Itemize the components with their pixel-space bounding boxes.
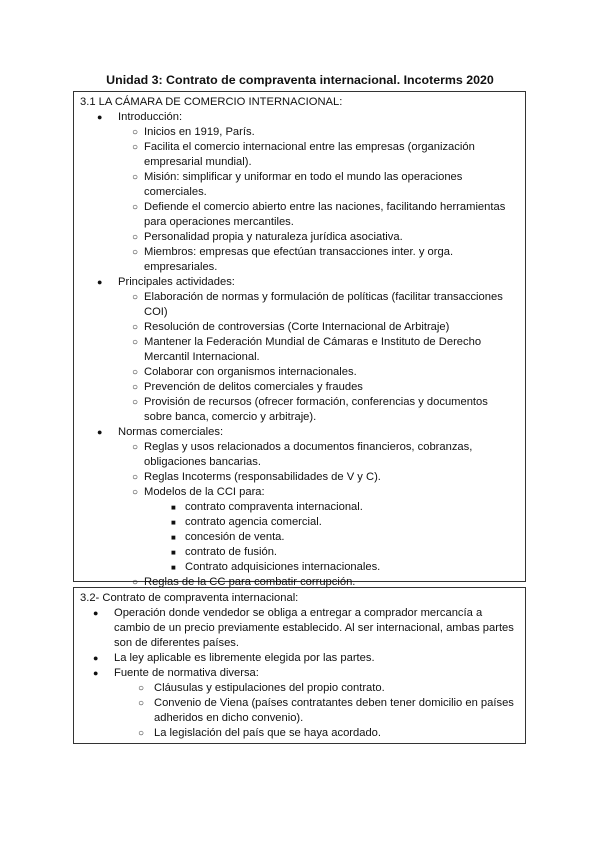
list-item-text: Inicios en 1919, París.: [144, 126, 255, 138]
list-item: [80, 500, 517, 515]
list-item-text: Reglas de la CC para combatir corrupción.: [144, 576, 356, 588]
circle-marker: ○: [132, 127, 139, 138]
list-item: [80, 230, 517, 245]
list-item-text: Reglas Incoterms (responsabilidades de V y C).: [144, 471, 381, 483]
list-item: [80, 365, 517, 380]
circle-marker: ○: [132, 172, 139, 183]
list-item-text: Convenio de Viena (países contratantes deben tener domicilio en países adheridos en dicho convenio).: [154, 697, 514, 724]
bullet-marker: ●: [93, 653, 99, 663]
square-marker: ■: [171, 503, 176, 512]
list-item-text: Mantener la Federación Mundial de Cámaras e Instituto de Derecho Mercantil Internacional.: [144, 336, 482, 363]
document-title: Unidad 3: Contrato de compraventa internacional. Incoterms 2020: [106, 73, 494, 87]
bullet-marker: ●: [97, 427, 103, 437]
list-item: [80, 606, 517, 651]
norms-item: [80, 425, 517, 590]
circle-marker: ○: [132, 292, 139, 303]
section-2-heading: 3.2- Contrato de compraventa internacional:: [80, 592, 299, 604]
section-2-box: [73, 587, 526, 744]
circle-marker: ○: [138, 728, 145, 739]
list-item: [80, 545, 517, 560]
section-1-box: [73, 91, 526, 588]
square-marker: ■: [171, 518, 176, 527]
bullet-marker: ●: [97, 277, 103, 287]
list-item: [80, 515, 517, 530]
list-item-text: Contrato adquisiciones internacionales.: [185, 561, 381, 573]
circle-marker: ○: [132, 142, 139, 153]
square-marker: ■: [171, 533, 176, 542]
list-item-text: La legislación del país que se haya acordado.: [154, 727, 382, 739]
circle-marker: ○: [132, 367, 139, 378]
list-item-text: Fuente de normativa diversa:: [114, 667, 259, 679]
list-item-text: Provisión de recursos (ofrecer formación, conferencias y documentos sobre banca, comercio y arbitraje).: [144, 396, 488, 423]
list-item: [80, 440, 517, 470]
models-sublist: [80, 500, 517, 575]
list-item-text: contrato de fusión.: [185, 546, 278, 558]
circle-marker: ○: [132, 442, 139, 453]
list-item: [80, 380, 517, 395]
intro-label: Introducción:: [118, 111, 183, 123]
list-item-text: Operación donde vendedor se obliga a entregar a comprador mercancía a cambio de un precio previamente establecido. Al ser internacional, ambas partes son de diferentes países.: [114, 607, 514, 649]
activities-label: Principales actividades:: [118, 276, 235, 288]
list-item-text: Miembros: empresas que efectúan transacciones inter. y orga. empresariales.: [144, 246, 454, 273]
list-item: [80, 681, 517, 696]
circle-marker: ○: [138, 698, 145, 709]
list-item: [80, 666, 517, 741]
list-item: [80, 560, 517, 575]
sources-sublist: [80, 681, 517, 741]
square-marker: ■: [171, 563, 176, 572]
list-item-text: Elaboración de normas y formulación de políticas (facilitar transacciones COI): [144, 291, 503, 318]
circle-marker: ○: [132, 247, 139, 258]
list-item: [80, 290, 517, 320]
list-item: [80, 170, 517, 200]
list-item-text: Personalidad propia y naturaleza jurídica asociativa.: [144, 231, 403, 243]
list-item-text: Defiende el comercio abierto entre las naciones, facilitando herramientas para operaciones mercantiles.: [144, 201, 506, 228]
list-item-text: Reglas y usos relacionados a documentos financieros, cobranzas, obligaciones bancarias.: [144, 441, 473, 468]
intro-sublist: [80, 125, 517, 275]
list-item-text: Misión: simplificar y uniformar en todo el mundo las operaciones comerciales.: [144, 171, 463, 198]
square-marker: ■: [171, 548, 176, 557]
list-item-text: contrato compraventa internacional.: [185, 501, 363, 513]
list-item-text: contrato agencia comercial.: [185, 516, 322, 528]
list-item: [80, 200, 517, 230]
list-item-text: Resolución de controversias (Corte Internacional de Arbitraje): [144, 321, 450, 333]
list-item: [80, 726, 517, 741]
circle-marker: ○: [132, 487, 139, 498]
list-item: [80, 245, 517, 275]
list-item: [80, 530, 517, 545]
circle-marker: ○: [132, 232, 139, 243]
activities-item: [80, 275, 517, 425]
list-item-text: La ley aplicable es libremente elegida por las partes.: [114, 652, 375, 664]
bullet-marker: ●: [93, 668, 99, 678]
list-item: [80, 696, 517, 726]
circle-marker: ○: [132, 397, 139, 408]
norms-sublist: [80, 440, 517, 590]
circle-marker: ○: [132, 382, 139, 393]
list-item: [80, 125, 517, 140]
list-item-text: Facilita el comercio internacional entre las empresas (organización empresarial mundial).: [144, 141, 475, 168]
list-item-text: Modelos de la CCI para:: [144, 486, 265, 498]
bullet-marker: ●: [97, 112, 103, 122]
list-item: [80, 485, 517, 575]
section-2-list: [80, 606, 517, 741]
section-1-heading: 3.1 LA CÁMARA DE COMERCIO INTERNACIONAL:: [80, 96, 343, 108]
section-1-list: [80, 110, 517, 590]
list-item: [80, 395, 517, 425]
bullet-marker: ●: [93, 608, 99, 618]
list-item-text: Prevención de delitos comerciales y fraudes: [144, 381, 363, 393]
list-item: [80, 470, 517, 485]
circle-marker: ○: [132, 337, 139, 348]
list-item: [80, 140, 517, 170]
list-item-text: concesión de venta.: [185, 531, 285, 543]
intro-item: [80, 110, 517, 275]
list-item: [80, 320, 517, 335]
circle-marker: ○: [132, 577, 139, 588]
list-item: [80, 335, 517, 365]
circle-marker: ○: [138, 683, 145, 694]
norms-label: Normas comerciales:: [118, 426, 224, 438]
circle-marker: ○: [132, 472, 139, 483]
circle-marker: ○: [132, 202, 139, 213]
list-item-text: Colaborar con organismos internacionales.: [144, 366, 357, 378]
circle-marker: ○: [132, 322, 139, 333]
list-item: [80, 651, 517, 666]
activities-sublist: [80, 290, 517, 425]
list-item-text: Cláusulas y estipulaciones del propio contrato.: [154, 682, 385, 694]
